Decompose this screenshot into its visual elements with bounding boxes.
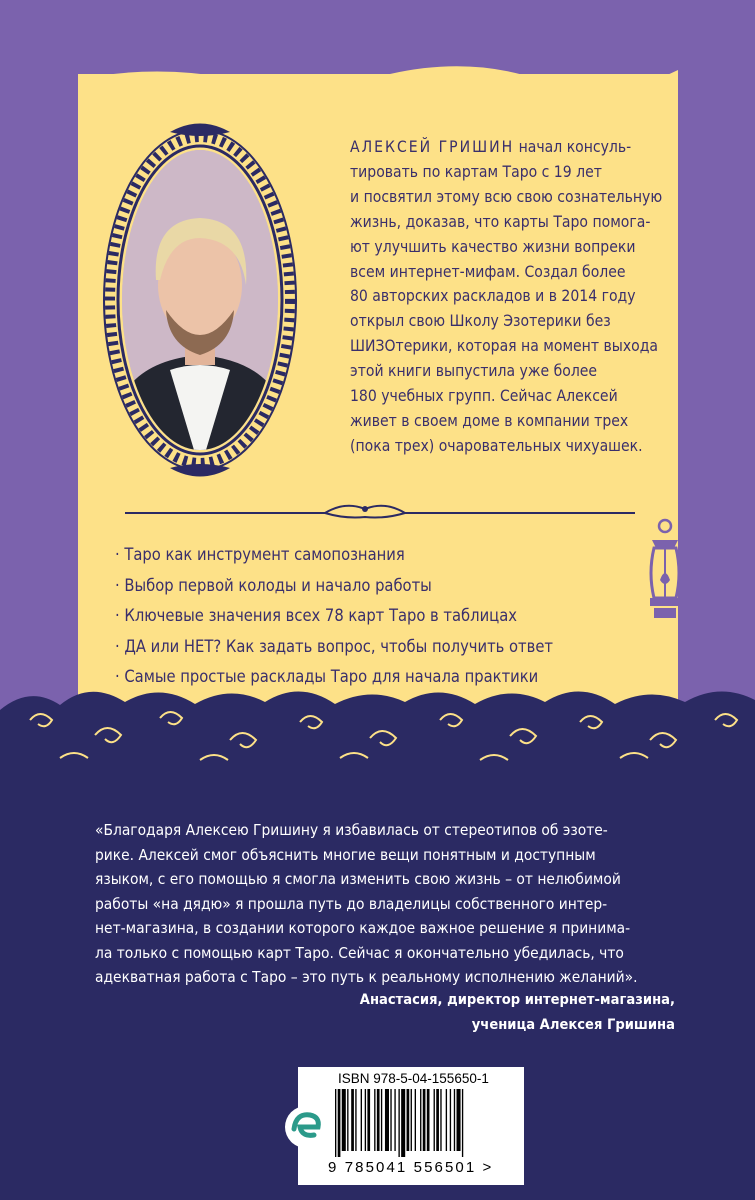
barcode-bar: [335, 1089, 336, 1157]
bio-line: тировать по картам Таро с 19 лет: [350, 162, 602, 181]
testimonial-author-line: Анастасия, директор интернет-магазина,: [359, 991, 675, 1008]
barcode-bar: [342, 1089, 346, 1151]
barcode-bar: [351, 1089, 354, 1151]
lantern-icon: [640, 518, 690, 628]
bio-line: открыл свою Школу Эзотерики без: [350, 312, 611, 331]
barcode-bar: [347, 1089, 348, 1151]
bio-line: этой книги выпустила уже более: [350, 362, 598, 381]
barcode-bar: [457, 1089, 461, 1151]
author-name: АЛЕКСЕЙ ГРИШИН: [350, 138, 515, 156]
feature-item: · Выбор первой колоды и начало работы: [115, 571, 553, 602]
ornament-divider: [120, 495, 640, 525]
barcode-bar: [365, 1089, 366, 1151]
bio-line: ют улучшить качество жизни вопреки: [350, 237, 636, 256]
bio-line: начал консуль-: [514, 138, 632, 156]
barcode-bar: [407, 1089, 410, 1151]
feature-item: · Ключевые значения всех 78 карт Таро в таблицах: [115, 601, 553, 632]
feature-item: · Таро как инструмент самопознания: [115, 540, 553, 571]
quote-line: адекватная работа с Таро – это путь к реальному исполнению желаний».: [95, 968, 638, 986]
quote-line: рике. Алексей смог объяснить многие вещи понятным и доступным: [95, 845, 596, 864]
isbn-text: ISBN 978-5-04-155650-1: [338, 1071, 489, 1086]
barcode-bar: [423, 1089, 426, 1151]
testimonial-quote: [95, 818, 675, 990]
barcode-bar: [390, 1089, 391, 1151]
barcode-bar: [385, 1089, 389, 1151]
cloud-border: [0, 680, 755, 800]
barcode-bar: [440, 1089, 441, 1151]
barcode-bar: [446, 1089, 447, 1151]
barcode-bar: [427, 1089, 430, 1151]
quote-line: ла только с помощью карт Таро. Сейчас я окончательно убедилась, что: [95, 943, 624, 962]
barcode-bar: [338, 1089, 341, 1157]
barcode-bars: [335, 1089, 505, 1157]
author-bio: [350, 135, 675, 459]
barcode-bar: [450, 1089, 451, 1151]
barcode-bar: [398, 1089, 399, 1157]
feature-item: · ДА или НЕТ? Как задать вопрос, чтобы получить ответ: [115, 632, 553, 663]
feature-list: [115, 540, 553, 693]
feature-item: · Самые простые расклады Таро для начала практики: [115, 662, 553, 693]
bio-line: (пока трех) очаровательных чихуашек.: [350, 436, 643, 455]
parchment-wavy-edge: [0, 0, 755, 120]
barcode-bar: [361, 1089, 362, 1151]
bio-line: ШИЗОтерики, которая на момент выхода: [350, 337, 658, 356]
barcode-bar: [462, 1089, 463, 1157]
author-photo: [100, 110, 300, 490]
bio-line: жизнь, доказав, что карты Таро помога-: [350, 212, 651, 231]
barcode-bar: [394, 1089, 395, 1151]
author-portrait: [100, 110, 300, 490]
barcode-digits: 9 785041 556501 >: [328, 1159, 494, 1176]
quote-line: «Благодаря Алексею Гришину я избавилась от стереотипов об эзоте-: [95, 821, 608, 839]
barcode-bar: [381, 1089, 382, 1151]
barcode-bar: [420, 1089, 421, 1151]
quote-line: работы «на дядю» я прошла путь до владелицы собственного интер-: [95, 894, 608, 913]
quote-line: нет-магазина, в создании которого каждое важное решение я принима-: [95, 919, 631, 937]
barcode-box: [298, 1067, 524, 1185]
bio-line: всем интернет-мифам. Создал более: [350, 262, 626, 281]
bio-line: живет в своем доме в компании трех: [350, 411, 629, 430]
barcode-bar: [377, 1089, 380, 1151]
barcode-bar: [434, 1089, 435, 1151]
barcode-bar: [355, 1089, 356, 1151]
barcode-bar: [415, 1089, 416, 1151]
testimonial-author: [360, 988, 675, 1037]
barcode-bar: [454, 1089, 455, 1151]
barcode-bar: [411, 1089, 412, 1151]
barcode-bar: [374, 1089, 375, 1151]
bio-line: и посвятил этому всю свою сознательную: [350, 187, 663, 206]
barcode-bar: [436, 1089, 439, 1151]
quote-line: языком, с его помощью я смогла изменить свою жизнь – от нелюбимой: [95, 870, 621, 888]
barcode-bar: [367, 1089, 370, 1151]
bio-line: 80 авторских раскладов и в 2014 году: [350, 287, 636, 306]
testimonial-author-line: ученица Алексея Гришина: [471, 1015, 675, 1033]
bio-line: 180 учебных групп. Сейчас Алексей: [350, 387, 618, 406]
publisher-logo-icon: [284, 1105, 328, 1149]
barcode-bar: [401, 1089, 405, 1157]
